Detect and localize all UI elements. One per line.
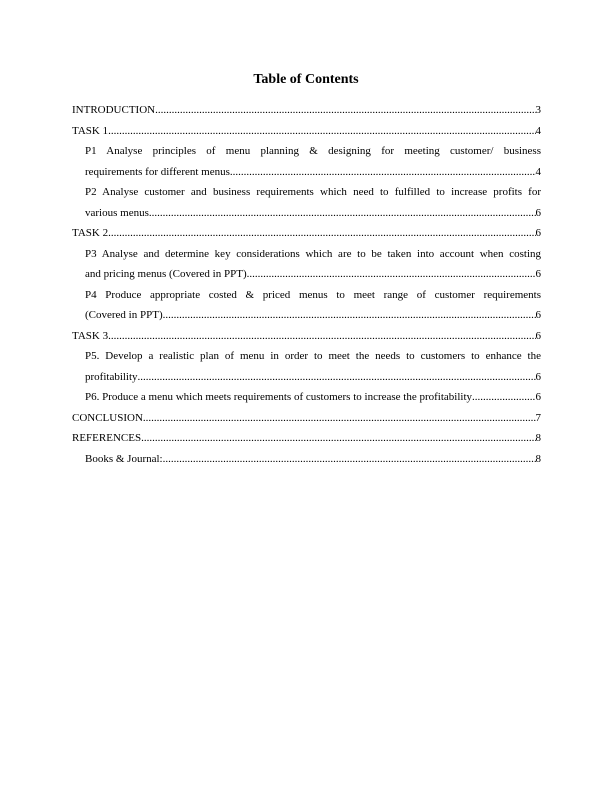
toc-page-number: 6: [535, 268, 541, 280]
toc-entry-text: various menus: [85, 206, 149, 219]
toc-entry-text: Books & Journal:: [85, 452, 163, 465]
toc-entry[interactable]: [72, 182, 541, 223]
toc-page-number: 6: [535, 227, 541, 239]
toc-entry[interactable]: [72, 223, 541, 244]
toc-dot-leader: [108, 326, 535, 347]
toc-entry-text: CONCLUSION: [72, 411, 143, 424]
toc-page-number: 6: [535, 309, 541, 321]
toc-entry-text: (Covered in PPT): [85, 309, 163, 321]
toc-entry-text: and pricing menus (Covered in PPT): [85, 268, 247, 280]
toc-page-number: 6: [535, 370, 541, 383]
toc-dot-leader: [247, 264, 536, 285]
toc-page-number: 6: [535, 206, 541, 219]
toc-dot-leader: [108, 223, 535, 244]
toc-dot-leader: [138, 367, 536, 388]
toc-entry-text: P3 Analyse and determine key considerations which are to be taken into account when costing: [85, 247, 541, 260]
toc-page-number: 8: [535, 452, 541, 465]
toc-entry[interactable]: [72, 387, 541, 408]
toc-entry[interactable]: [72, 285, 541, 326]
toc-dot-leader: [141, 428, 535, 449]
toc-dot-leader: [155, 100, 535, 121]
toc-page-number: 4: [535, 124, 541, 137]
toc-entry-text: P4 Produce appropriate costed & priced menus to meet range of customer requirements: [85, 288, 541, 301]
toc-entry-text: P2 Analyse customer and business requirements which need to fulfilled to increase profits for: [85, 186, 541, 198]
toc-dot-leader: [108, 121, 535, 142]
toc-entry-text: INTRODUCTION: [72, 104, 156, 116]
toc-page-number: 6: [535, 391, 541, 403]
toc-entry-text: requirements for different menus: [85, 165, 230, 178]
toc-title: Table of Contents: [253, 72, 359, 87]
table-of-contents: [72, 100, 541, 469]
toc-entry-text: TASK 2: [72, 227, 109, 239]
toc-dot-leader: [149, 203, 536, 224]
toc-entry[interactable]: [72, 121, 541, 142]
toc-entry[interactable]: [72, 449, 541, 470]
toc-entry[interactable]: [72, 408, 541, 429]
toc-entry-text: profitability: [85, 370, 138, 383]
toc-dot-leader: [472, 387, 535, 408]
toc-dot-leader: [143, 408, 536, 429]
toc-entry[interactable]: [72, 346, 541, 387]
toc-entry[interactable]: [72, 428, 541, 449]
toc-page-number: 4: [535, 165, 541, 178]
toc-entry-text: P5. Develop a realistic plan of menu in order to meet the needs to customers to enhance the: [85, 350, 541, 362]
toc-page-number: 6: [535, 329, 541, 342]
toc-entry-text: P1 Analyse principles of menu planning & designing for meeting customer/ business: [85, 145, 541, 157]
toc-dot-leader: [163, 449, 536, 470]
toc-dot-leader: [230, 162, 536, 183]
toc-page-number: 3: [535, 104, 541, 116]
toc-entry-text: P6. Produce a menu which meets requirements of customers to increase the profitability: [85, 391, 473, 403]
toc-dot-leader: [163, 305, 536, 326]
toc-entry-text: TASK 3: [72, 329, 109, 342]
toc-entry[interactable]: [72, 141, 541, 182]
toc-entry[interactable]: [72, 244, 541, 285]
toc-entry[interactable]: [72, 326, 541, 347]
toc-entry-text: TASK 1: [72, 124, 109, 137]
toc-page-number: 7: [535, 411, 541, 424]
toc-entry[interactable]: [72, 100, 541, 121]
toc-page-number: 8: [535, 432, 541, 444]
toc-entry-text: REFERENCES: [72, 432, 142, 444]
